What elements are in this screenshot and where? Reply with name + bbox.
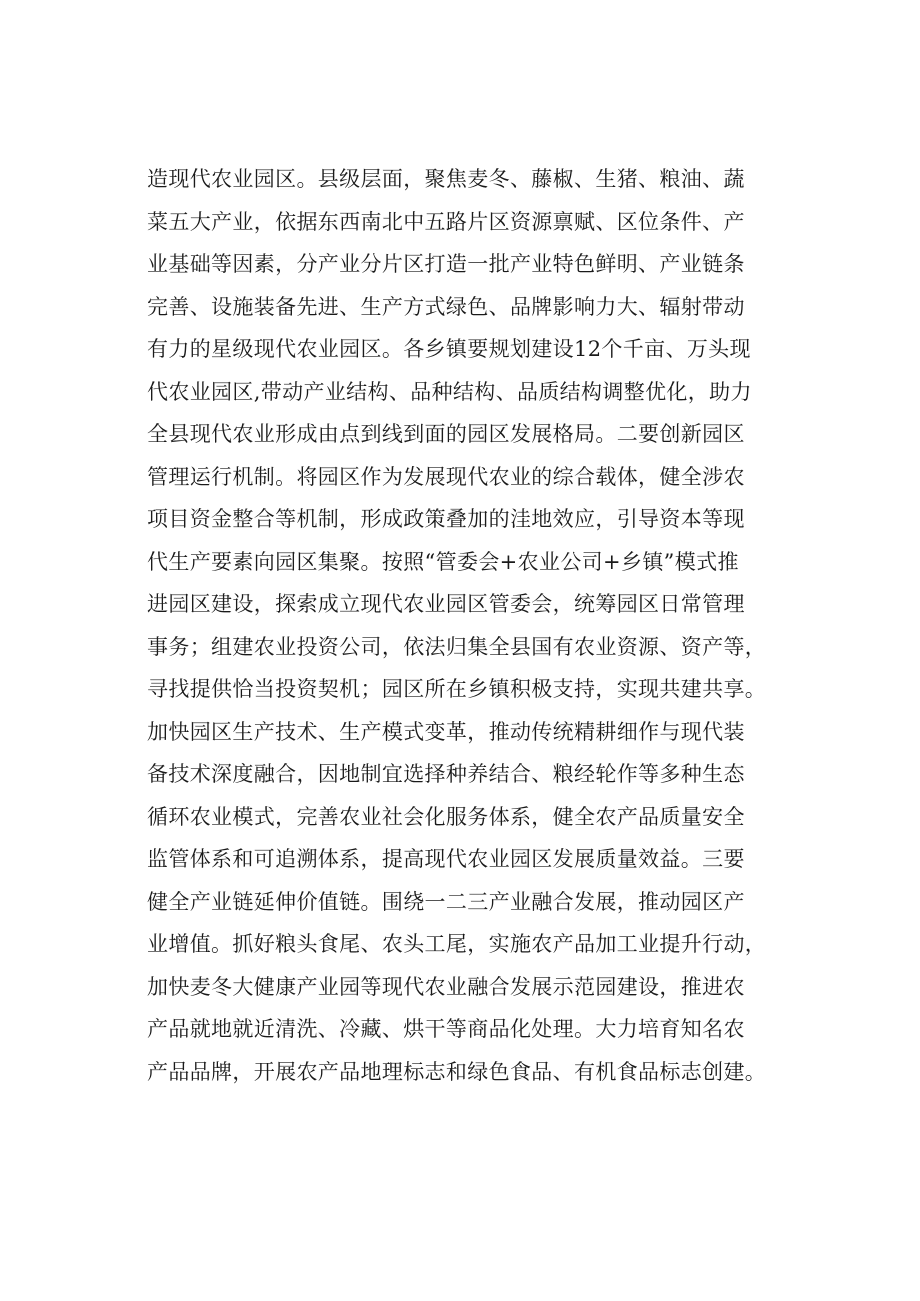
text-line: 完善、设施装备先进、生产方式绿色、品牌影响力大、辐射带动 <box>147 294 745 319</box>
text-line: 监管体系和可追溯体系，提高现代农业园区发展质量效益。三要 <box>147 847 745 871</box>
text-line: 项目资金整合等机制，形成政策叠加的洼地效应，引导资本等现 <box>147 507 745 531</box>
text-line: 健全产业链延伸价值链。围绕一二三产业融合发展，推动园区产 <box>147 889 745 914</box>
body-paragraph <box>147 158 827 1093</box>
text-line: 进园区建设，探索成立现代农业园区管委会，统筹园区日常管理 <box>147 592 745 616</box>
text-line: 备技术深度融合，因地制宜选择种养结合、粮经轮作等多种生态 <box>147 762 745 786</box>
text-line: 业增值。抓好粮头食尾、农头工尾，实施农产品加工业提升行动， <box>147 932 767 956</box>
text-line: 造现代农业园区。县级层面，聚焦麦冬、藤椒、生猪、粮油、蔬 <box>147 167 745 191</box>
text-line: 菜五大产业，依据东西南北中五路片区资源禀赋、区位条件、产 <box>147 209 745 234</box>
text-line: 寻找提供恰当投资契机；园区所在乡镇积极支持，实现共建共享。 <box>147 677 767 701</box>
text-line: 有力的星级现代农业园区。各乡镇要规划建设12个千亩、万头现 <box>147 337 751 361</box>
text-line: 代农业园区,带动产业结构、品种结构、品质结构调整优化，助力 <box>147 379 752 404</box>
text-line: 加快麦冬大健康产业园等现代农业融合发展示范园建设，推进农 <box>147 974 745 999</box>
text-line: 管理运行机制。将园区作为发展现代农业的综合载体，健全涉农 <box>147 464 745 489</box>
text-line: 加快园区生产技术、生产模式变革，推动传统精耕细作与现代装 <box>147 719 745 744</box>
text-line: 代生产要素向园区集聚。按照“管委会+农业公司+乡镇”模式推 <box>147 549 739 574</box>
text-line: 产品就地就近清洗、冷藏、烘干等商品化处理。大力培育知名农 <box>147 1017 745 1041</box>
text-line: 事务；组建农业投资公司，依法归集全县国有农业资源、资产等， <box>147 634 767 659</box>
text-line: 业基础等因素，分产业分片区打造一批产业特色鲜明、产业链条 <box>147 252 745 276</box>
text-line: 循环农业模式，完善农业社会化服务体系，健全农产品质量安全 <box>147 804 745 829</box>
text-line: 产品品牌，开展农产品地理标志和绿色食品、有机食品标志创建。 <box>147 1059 767 1084</box>
text-line: 全县现代农业形成由点到线到面的园区发展格局。二要创新园区 <box>147 422 745 446</box>
